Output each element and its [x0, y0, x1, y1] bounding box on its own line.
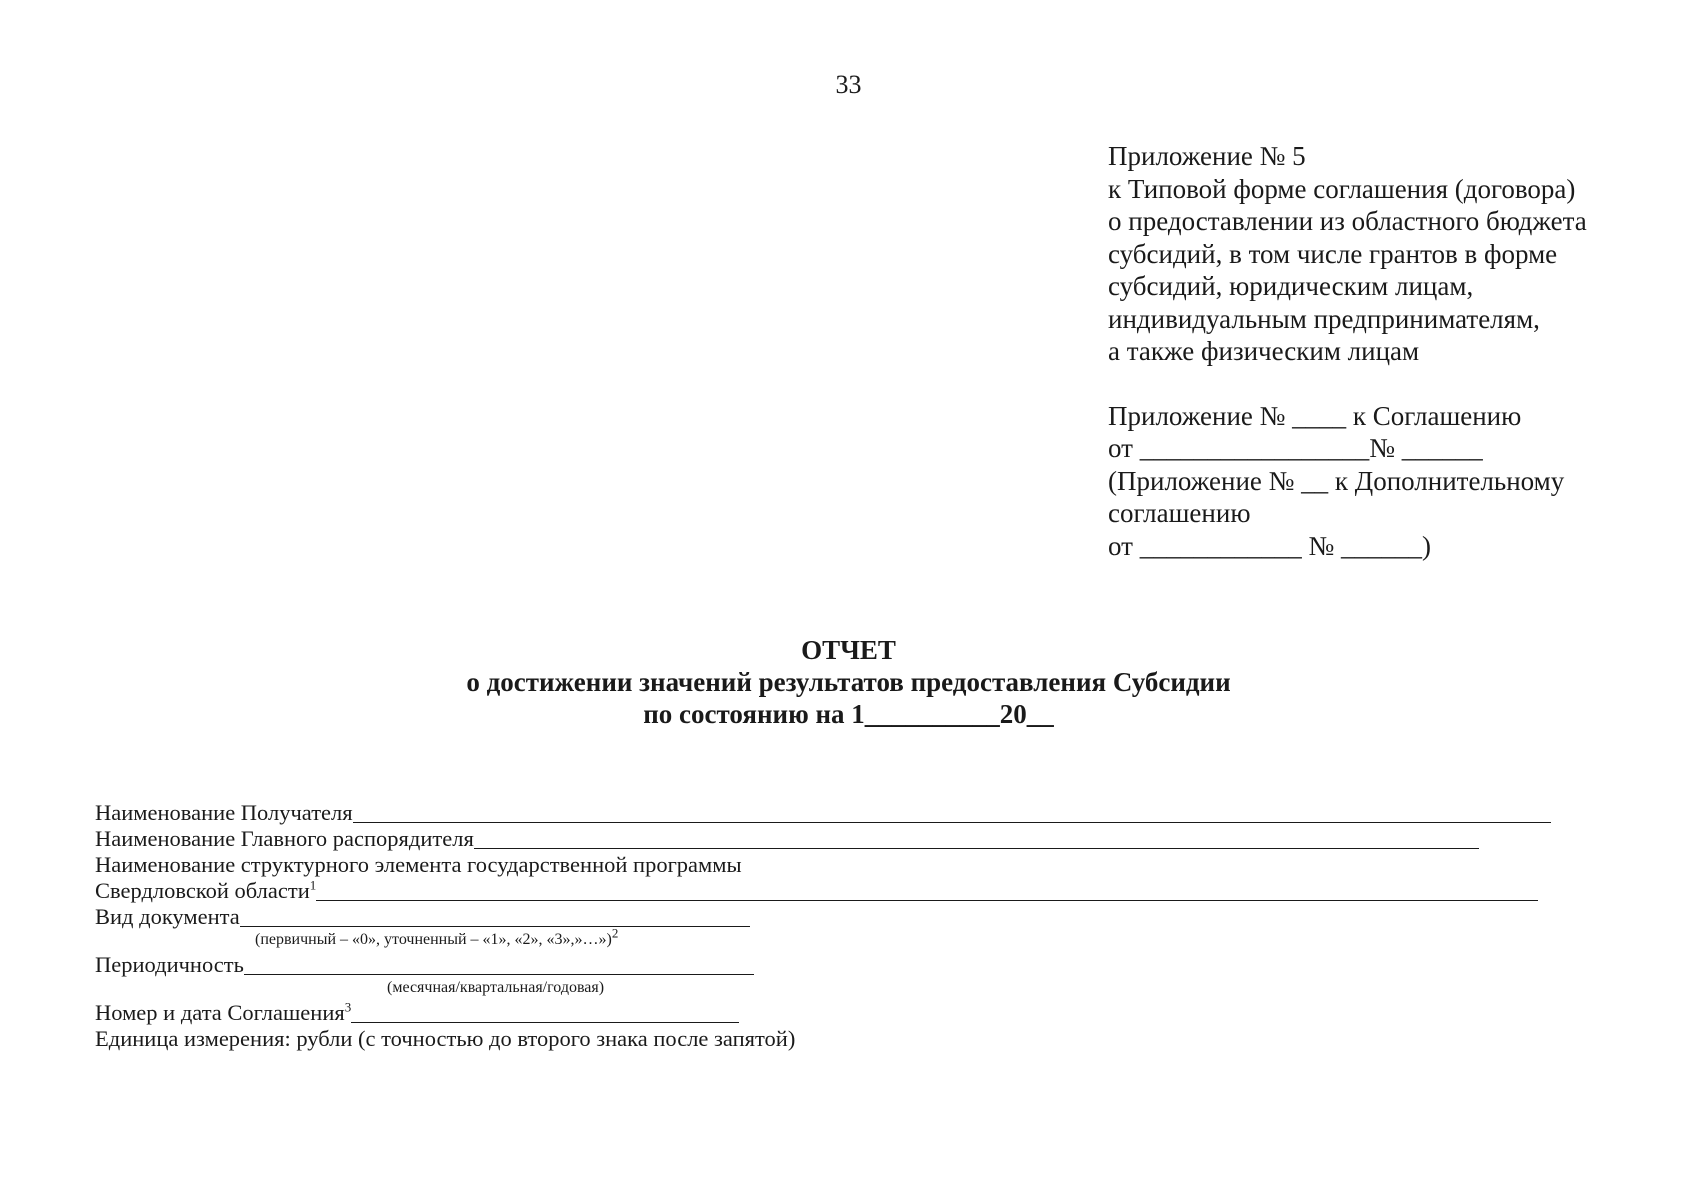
agreement-field[interactable]	[351, 1002, 739, 1023]
doc-type-hint: (первичный – «0», уточненный – «1», «2», «3»,»…»)$^2$	[255, 925, 619, 948]
appendix-line: индивидуальным предпринимателям,	[1108, 303, 1540, 334]
periodicity-row	[95, 952, 1575, 978]
chief-administrator-label: Наименование Главного распорядителя	[95, 826, 474, 851]
footnote-1-ref: 1	[309, 877, 317, 893]
appendix-header	[1108, 140, 1668, 562]
page-number: 33	[835, 70, 862, 99]
appendix-line: а также физическим лицам	[1108, 336, 1420, 366]
program-element-row-2	[95, 878, 1575, 904]
agreement-appendix-line: соглашению	[1108, 498, 1251, 528]
chief-administrator-field[interactable]	[474, 828, 1479, 849]
program-element-row	[95, 852, 1575, 878]
appendix-line: Приложение № 5	[1108, 141, 1306, 171]
program-element-field[interactable]	[316, 880, 1538, 901]
report-fields	[95, 800, 1575, 1052]
appendix-line: субсидий, юридическим лицам,	[1108, 271, 1474, 301]
appendix-line: к Типовой форме соглашения (договора)	[1108, 173, 1576, 204]
agreement-label: Номер и дата Соглашения$^3$	[95, 999, 352, 1025]
program-element-label: Наименование структурного элемента государственной программы	[95, 852, 742, 877]
recipient-label: Наименование Получателя	[95, 800, 353, 825]
doc-type-label: Вид документа	[95, 904, 240, 929]
appendix-line: субсидий, в том числе грантов в форме	[1108, 238, 1558, 269]
periodicity-field[interactable]	[244, 954, 754, 975]
agreement-appendix-line: Приложение № ____ к Соглашению	[1108, 400, 1522, 431]
appendix-line: о предоставлении из областного бюджета	[1108, 206, 1587, 236]
unit-row	[95, 1026, 1575, 1052]
program-element-label-2: Свердловской области$^1$	[95, 877, 317, 903]
agreement-appendix-line: от ____________ № ______)	[1108, 530, 1431, 561]
periodicity-hint: (месячная/квартальная/годовая)	[387, 979, 605, 996]
report-subtitle: о достижении значений результатов предоставления Субсидии	[466, 667, 1231, 697]
footnote-3-ref: 3	[344, 999, 352, 1015]
report-date: по состоянию на 1__________20__	[643, 699, 1054, 729]
report-title: ОТЧЕТ	[801, 635, 896, 665]
doc-type-field[interactable]	[240, 906, 750, 927]
unit-label: Единица измерения: рубли (с точностью до второго знака после запятой)	[95, 1026, 796, 1051]
report-title-block	[0, 634, 1697, 730]
doc-type-row	[95, 904, 1575, 930]
recipient-row	[95, 800, 1575, 826]
spacer	[1108, 368, 1668, 400]
periodicity-label: Периодичность	[95, 952, 244, 977]
agreement-appendix-line: (Приложение № __ к Дополнительному	[1108, 465, 1565, 496]
recipient-field[interactable]	[353, 802, 1551, 823]
footnote-2-ref: 2	[611, 925, 619, 941]
agreement-row	[95, 1000, 1575, 1026]
agreement-appendix-line: от _________________№ ______	[1108, 433, 1483, 463]
chief-administrator-row	[95, 826, 1575, 852]
